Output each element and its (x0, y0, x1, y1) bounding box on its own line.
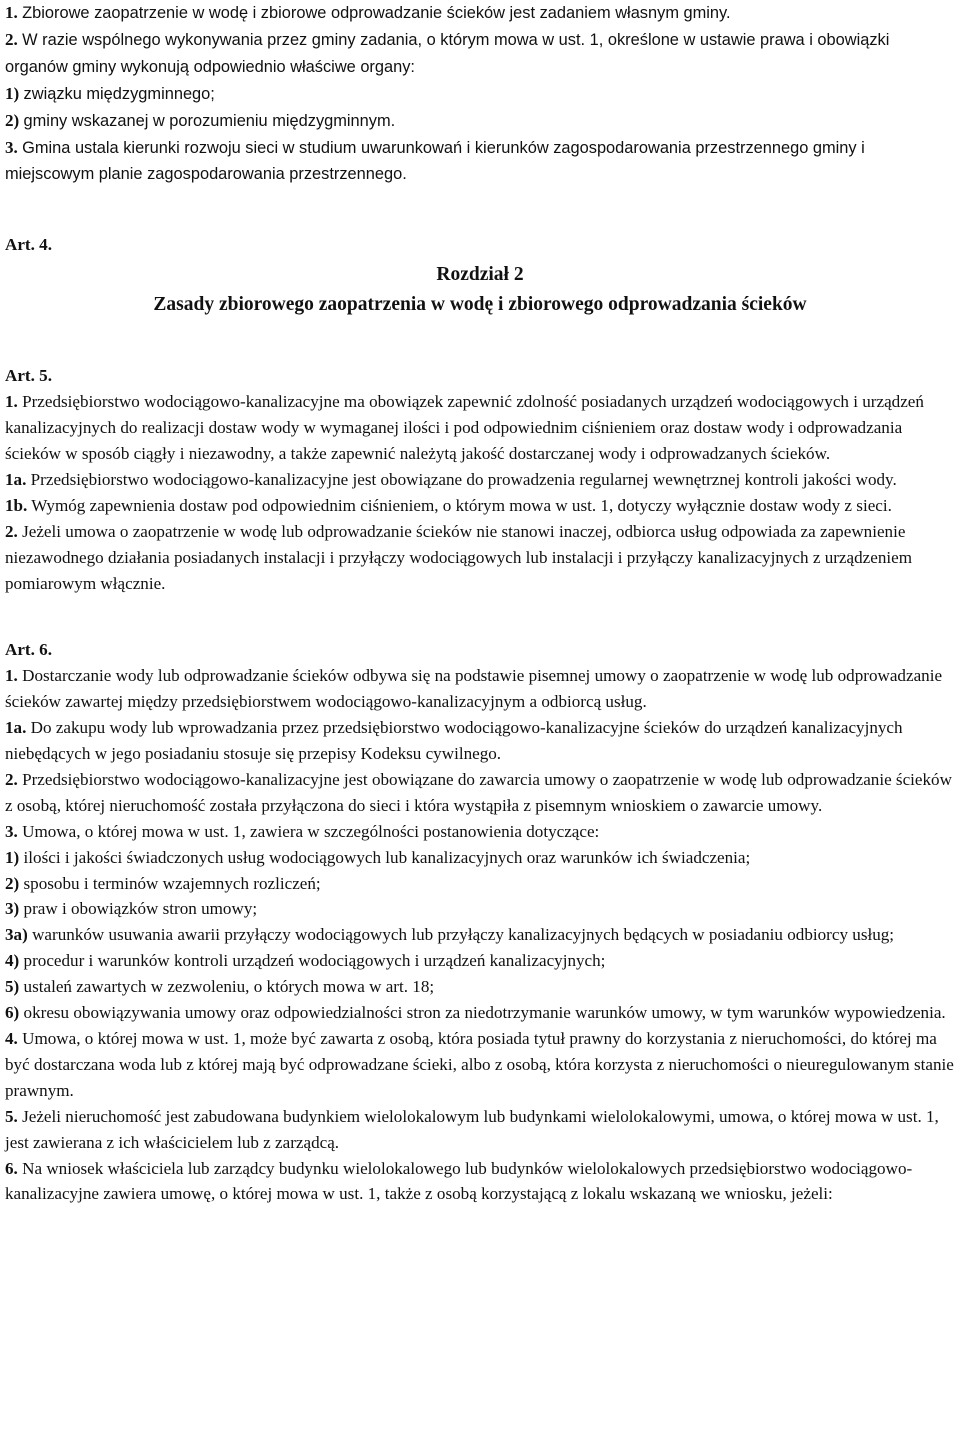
list-number: 4) (5, 951, 20, 971)
paragraph (5, 767, 955, 819)
paragraph-text: Na wniosek właściciela lub zarządcy budynku wielolokalowego lub budynków wielolokalowych przedsiębiorstwo wodociągowo-kanalizacyjne zawiera umowę, o której mowa w ust. 1, także z osobą korzystającą z lokalu wskazaną we wniosku, jeżeli: (5, 1158, 913, 1204)
paragraph-text: Zbiorowe zaopatrzenie w wodę i zbiorowe odprowadzanie ścieków jest zadaniem własnym gminy. (22, 4, 731, 22)
paragraph (5, 135, 955, 189)
paragraph-text: Gmina ustala kierunki rozwoju sieci w studium uwarunkowań i kierunków zagospodarowania przestrzennego gminy i miejscowym planie zagospodarowania przestrzennego. (5, 138, 865, 184)
paragraph-text: Przedsiębiorstwo wodociągowo-kanalizacyjne jest obowiązane do prowadzenia regularnej wewnętrznej kontroli jakości wody. (30, 469, 897, 489)
article-5 (5, 389, 955, 596)
paragraph-text: Przedsiębiorstwo wodociągowo-kanalizacyjne ma obowiązek zapewnić zdolność posiadanych urządzeń wodociągowych i urządzeń kanalizacyjnych do realizacji dostaw wody w wymaganej ilości i pod odpowiednim ciśnieniem oraz dostaw wody i odprowadzania ścieków w sposób ciągły i niezawodny, a także zapewnić należytą jakość dostarczanej wody i odprowadzanych ścieków. (5, 392, 924, 463)
list-item (5, 974, 955, 1000)
list-text: związku międzygminnego; (23, 84, 215, 103)
list-text: ustaleń zawartych w zezwoleniu, o których mowa w art. 18; (23, 977, 435, 997)
list-number: 3a) (5, 925, 28, 945)
paragraph (5, 1156, 955, 1208)
list-item (5, 922, 955, 948)
paragraph-text: Umowa, o której mowa w ust. 1, zawiera w szczególności postanowienia dotyczące: (22, 821, 600, 841)
list-number: 2) (5, 873, 20, 893)
paragraph (5, 1026, 955, 1104)
paragraph-text: Jeżeli nieruchomość jest zabudowana budynkiem wielolokalowym lub budynkami wielolokalowymi, umowa, o której mowa w ust. 1, jest zawierana z ich właścicielem lub z zarządcą. (5, 1106, 939, 1152)
list-number: 5) (5, 977, 20, 997)
list-text: warunków usuwania awarii przyłączy wodociągowych lub przyłączy kanalizacyjnych będących w posiadaniu odbiorcy usług; (32, 925, 895, 945)
list-item (5, 81, 955, 108)
paragraph-number: 1a. (5, 718, 27, 738)
paragraph (5, 1104, 955, 1156)
list-item (5, 108, 955, 135)
chapter-subtitle: Zasady zbiorowego zaopatrzenia w wodę i zbiorowego odprowadzania ścieków (153, 294, 807, 316)
paragraph-number: 2. (5, 29, 18, 49)
paragraph (5, 819, 955, 845)
paragraph-text: Umowa, o której mowa w ust. 1, może być zawarta z osobą, która posiada tytuł prawny do korzystania z nieruchomości, do której ma być dostarczana woda lub z której mają być odprowadzane ścieki, albo z osobą, która korzysta z nieruchomości o nieuregulowanym stanie prawnym. (5, 1029, 954, 1100)
list-item (5, 1000, 955, 1026)
paragraph-number: 3. (5, 821, 18, 841)
paragraph (5, 467, 955, 493)
paragraph-number: 1. (5, 392, 18, 412)
paragraph-text: Wymóg zapewnienia dostaw pod odpowiednim ciśnieniem, o którym mowa w ust. 1, dotyczy wyłącznie dostaw wody z sieci. (31, 495, 892, 515)
paragraph-number: 1. (5, 666, 18, 686)
list-text: ilości i jakości świadczonych usług wodociągowych lub kanalizacyjnych oraz warunków ich świadczenia; (23, 847, 751, 867)
article-heading-5: Art. 5. (5, 366, 52, 386)
paragraph (5, 0, 955, 27)
paragraph (5, 389, 955, 467)
paragraph-text: Do zakupu wody lub wprowadzania przez przedsiębiorstwo wodociągowo-kanalizacyjne ścieków do urządzeń kanalizacyjnych niebędących w jego posiadaniu stosuje się przepisy Kodeksu cywilnego. (5, 718, 903, 764)
paragraph-number: 2. (5, 521, 18, 541)
chapter-heading (5, 260, 955, 320)
paragraph-number: 2. (5, 769, 18, 789)
paragraph (5, 493, 955, 519)
block-art3 (5, 0, 955, 188)
paragraph-text: Dostarczanie wody lub odprowadzanie ścieków odbywa się na podstawie pisemnej umowy o zaopatrzenie w wodę lub odprowadzanie ścieków zawartej między przedsiębiorstwem wodociągowo-kanalizacyjnym a odbiorcą usług. (5, 666, 943, 712)
list-item (5, 845, 955, 871)
article-heading-4: Art. 4. (5, 235, 52, 255)
paragraph (5, 519, 955, 597)
chapter-title: Rozdział 2 (436, 264, 524, 286)
list-item (5, 948, 955, 974)
paragraph-number: 4. (5, 1029, 18, 1048)
list-text: sposobu i terminów wzajemnych rozliczeń; (23, 873, 321, 893)
paragraph-number: 3. (5, 137, 18, 157)
list-number: 1) (5, 83, 20, 103)
paragraph-number: 1. (5, 3, 18, 22)
article-6 (5, 663, 955, 1207)
list-item (5, 896, 955, 922)
list-number: 1) (5, 847, 20, 867)
list-text: praw i obowiązków stron umowy; (23, 899, 258, 919)
list-item (5, 871, 955, 897)
paragraph (5, 715, 955, 767)
list-number: 3) (5, 899, 20, 919)
document-page (5, 0, 955, 1207)
list-number: 2) (5, 110, 20, 130)
paragraph (5, 27, 955, 81)
paragraph-number: 6. (5, 1158, 18, 1178)
list-number: 6) (5, 1003, 20, 1023)
paragraph-text: Przedsiębiorstwo wodociągowo-kanalizacyjne jest obowiązane do zawarcia umowy o zaopatrzenie w wodę lub odprowadzanie ścieków z osobą, której nieruchomość została przyłączona do sieci i która wystąpiła z pisemnym wnioskiem o zawarcie umowy. (5, 769, 952, 815)
article-heading-6: Art. 6. (5, 640, 52, 660)
paragraph-text: W razie wspólnego wykonywania przez gminy zadania, o którym mowa w ust. 1, określone w ustawie prawa i obowiązki organów gminy wykonują odpowiednio właściwe organy: (5, 30, 890, 76)
list-text: procedur i warunków kontroli urządzeń wodociągowych i urządzeń kanalizacyjnych; (23, 951, 606, 971)
list-text: gminy wskazanej w porozumieniu międzygminnym. (23, 111, 396, 130)
paragraph-text: Jeżeli umowa o zaopatrzenie w wodę lub odprowadzanie ścieków nie stanowi inaczej, odbiorca usług odpowiada za zapewnienie niezawodnego działania posiadanych instalacji i przyłączy wodociągowych lub instalacji i przyłączy kanalizacyjnych z urządzeniem pomiarowym włącznie. (5, 521, 913, 593)
paragraph-number: 1a. (5, 469, 27, 489)
paragraph-number: 5. (5, 1106, 18, 1126)
list-text: okresu obowiązywania umowy oraz odpowiedzialności stron za niedotrzymanie warunków umowy, w tym warunków wypowiedzenia. (23, 1003, 946, 1023)
paragraph (5, 663, 955, 715)
paragraph-number: 1b. (5, 495, 28, 515)
